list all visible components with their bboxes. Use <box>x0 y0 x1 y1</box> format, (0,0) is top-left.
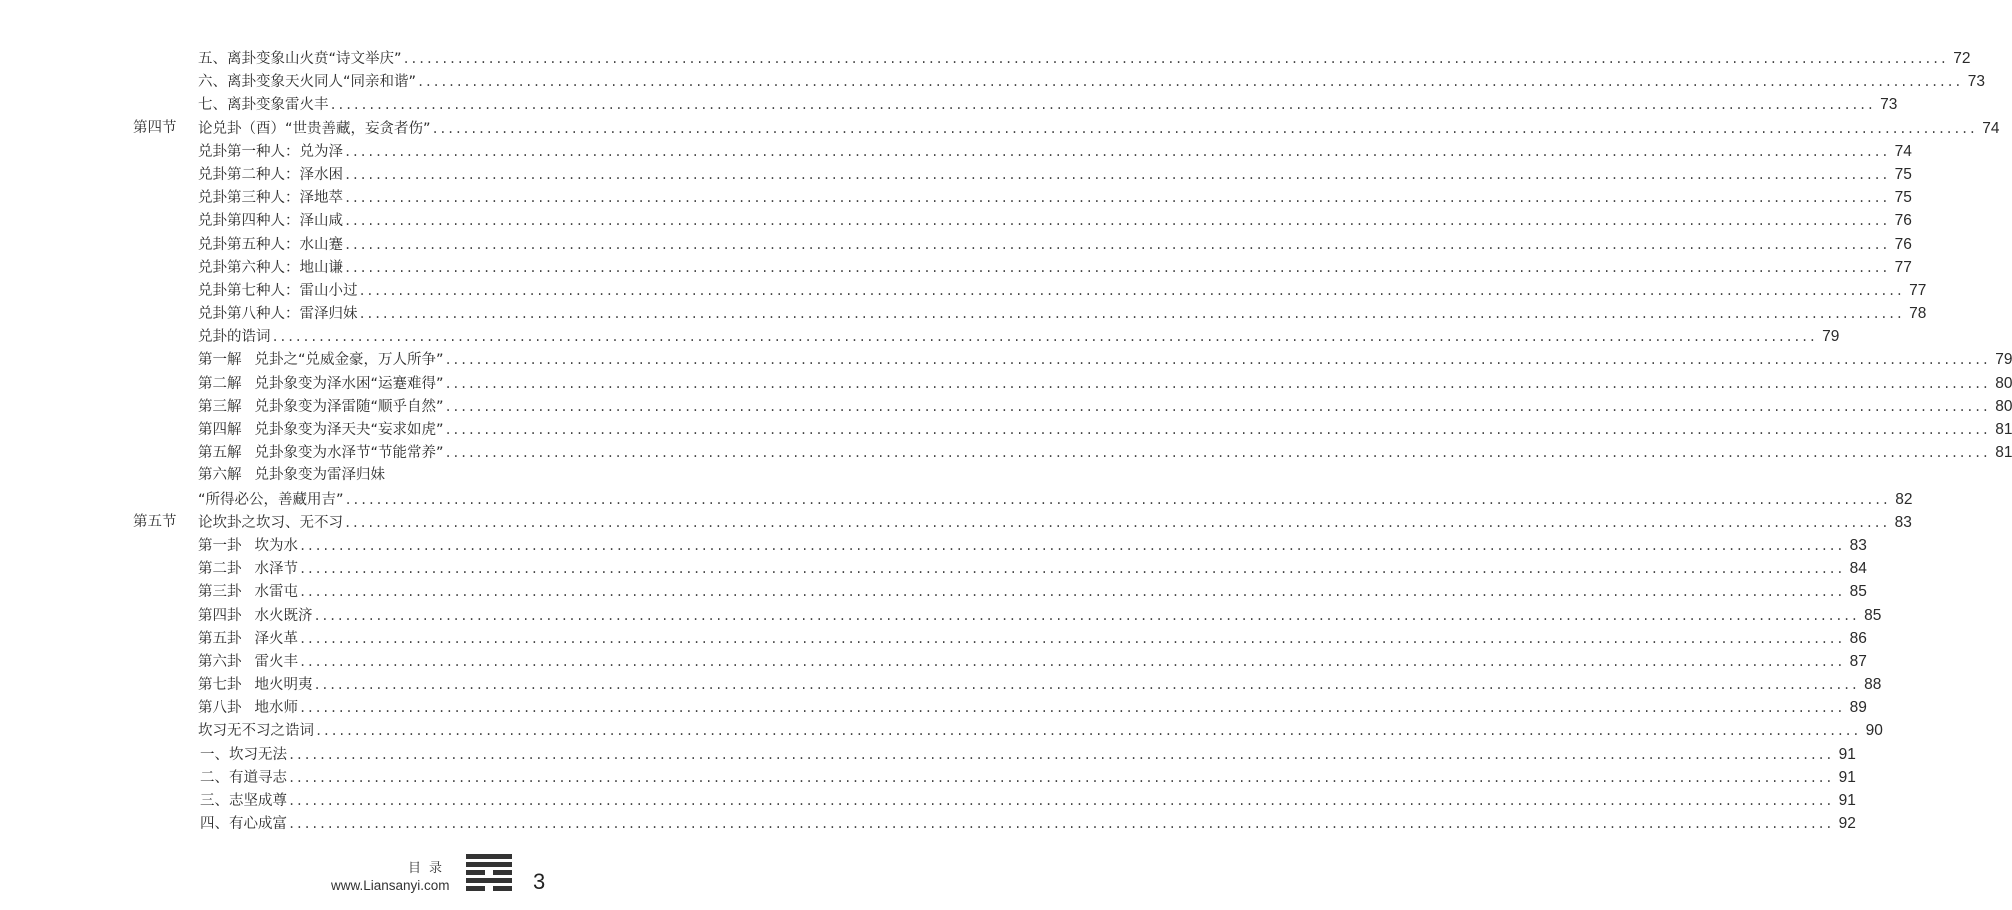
toc-page-number: 88 <box>1864 676 1882 694</box>
toc-entry-title: 四、有心成富 <box>200 816 287 833</box>
toc-row <box>0 812 1856 835</box>
toc-entry-prefix: 第三卦 <box>198 584 242 601</box>
toc-entry[interactable] <box>198 117 2000 141</box>
toc-row <box>0 325 1840 348</box>
toc-page-number: 86 <box>1849 629 1867 647</box>
footer-section-label: 目录 <box>408 861 451 876</box>
toc-entry-title: 坎为水 <box>254 537 298 554</box>
toc-row <box>0 47 1971 70</box>
toc-dot-leader: ........................................................................................................................................................................................................ <box>444 423 1990 437</box>
toc-page-number: 92 <box>1838 815 1856 833</box>
toc-page-number: 75 <box>1894 165 1912 183</box>
toc-row <box>0 233 1912 256</box>
toc-dot-leader: ........................................................................................................................................................................................................ <box>288 794 1833 808</box>
toc-entry[interactable] <box>198 186 1912 210</box>
toc-entry[interactable] <box>198 70 1985 94</box>
toc-row <box>0 372 2012 395</box>
toc-entry[interactable] <box>198 233 1912 257</box>
toc-entry[interactable] <box>198 302 1927 326</box>
toc-entry-title: 兑卦第七种人：雷山小过 <box>198 282 358 299</box>
toc-entry[interactable] <box>198 418 2012 442</box>
toc-entry-title: 兑卦第六种人：地山谦 <box>198 259 343 276</box>
toc-row <box>0 534 1867 557</box>
toc-page-number: 91 <box>1838 768 1856 786</box>
toc-page-number: 81 <box>1995 421 2012 438</box>
toc-page-number: 77 <box>1909 281 1927 299</box>
toc-dot-leader: ........................................................................................................................................................................................................ <box>288 770 1833 785</box>
toc-row <box>0 557 1867 580</box>
toc-entry-title: 水雷屯 <box>254 584 298 601</box>
toc-entry[interactable] <box>198 604 1882 628</box>
toc-page-number: 83 <box>1849 536 1867 554</box>
toc-entry[interactable] <box>198 488 1913 512</box>
toc-page-number: 89 <box>1849 699 1867 717</box>
toc-entry[interactable] <box>198 557 1867 581</box>
toc-section-label: 第五节 <box>133 513 177 530</box>
toc-entry-prefix: 第五卦 <box>198 630 242 647</box>
toc-page-number: 76 <box>1894 235 1912 253</box>
toc-entry-title: 兑卦第四种人：泽山咸 <box>198 213 343 230</box>
hexagram-icon <box>466 854 512 896</box>
toc-row <box>0 163 1912 186</box>
toc-entry[interactable] <box>198 673 1882 697</box>
toc-entry-prefix: 第八卦 <box>198 700 242 717</box>
toc-entry-prefix: 第一解 <box>198 352 242 369</box>
toc-entry-prefix: 第四解 <box>198 422 242 438</box>
toc-dot-leader: ........................................................................................................................................................................................................ <box>329 98 1875 113</box>
toc-dot-leader: ........................................................................................................................................................................................................ <box>313 608 1859 623</box>
toc-entry[interactable] <box>198 140 1912 164</box>
toc-entry-title: 兑卦象变为泽雷随“顺乎自然” <box>254 398 444 415</box>
toc-dot-leader: ........................................................................................................................................................................................................ <box>417 75 1962 90</box>
toc-entry-title: 六、离卦变象天火同人“同亲和谐” <box>198 74 417 91</box>
toc-dot-leader: ........................................................................................................................................................................................................ <box>358 307 1904 322</box>
toc-entry-title: 七、离卦变象雷火丰 <box>198 97 329 114</box>
toc-entry-prefix: 第一卦 <box>198 537 242 554</box>
toc-entry-title: “所得必公，善藏用吉” <box>198 491 344 508</box>
toc-row <box>0 604 1882 627</box>
toc-page-number: 74 <box>1894 142 1912 160</box>
toc-row <box>0 743 1856 766</box>
toc-entry-prefix: 第六卦 <box>198 653 242 670</box>
toc-row <box>0 209 1912 232</box>
toc-entry-title: 兑卦象变为泽水困“运蹇难得” <box>254 375 444 392</box>
toc-dot-leader: ........................................................................................................................................................................................................ <box>444 376 1990 391</box>
toc-entry-prefix: 第六解 <box>198 467 242 484</box>
toc-entry-title: 论兑卦（酉）“世贵善藏，妄贪者伤” <box>198 120 431 137</box>
toc-dot-leader: ........................................................................................................................................................................................................ <box>344 167 1889 182</box>
table-of-contents <box>0 47 2012 835</box>
toc-page-number: 84 <box>1849 560 1867 578</box>
toc-entry-title: 兑卦象变为泽天夬“妄求如虎” <box>254 422 444 438</box>
toc-row <box>0 117 2000 140</box>
toc-entry-title: 一、坎习无法 <box>200 746 287 763</box>
toc-row <box>0 140 1912 163</box>
toc-entry[interactable] <box>198 325 1840 349</box>
toc-section-label: 第四节 <box>133 119 177 136</box>
toc-entry[interactable] <box>198 627 1867 651</box>
toc-entry-title: 兑卦之“兑威金豪，万人所争” <box>254 352 444 369</box>
toc-entry[interactable] <box>198 464 540 487</box>
toc-dot-leader: ........................................................................................................................................................................................................ <box>271 330 1817 345</box>
toc-dot-leader: ........................................................................................................................................................................................................ <box>344 191 1889 206</box>
toc-row <box>0 627 1867 650</box>
toc-row <box>0 302 1927 325</box>
toc-entry[interactable] <box>198 650 1867 674</box>
toc-entry-title: 兑卦象变为水泽节“节能常养” <box>254 445 444 462</box>
toc-page-number: 75 <box>1894 189 1912 207</box>
toc-entry[interactable] <box>198 696 1867 720</box>
toc-dot-leader: ........................................................................................................................................................................................................ <box>299 585 1844 600</box>
toc-row <box>0 256 1912 279</box>
toc-entry-prefix: 第七卦 <box>198 677 242 694</box>
toc-row <box>0 650 1867 673</box>
toc-row <box>0 696 1867 719</box>
toc-entry-title: 兑卦第三种人：泽地萃 <box>198 190 343 207</box>
toc-dot-leader: ........................................................................................................................................................................................................ <box>344 144 1889 159</box>
toc-entry-title: 坎习无不习之诰词 <box>198 723 314 740</box>
toc-page-number: 85 <box>1849 583 1867 601</box>
toc-entry-prefix: 第五解 <box>198 445 242 462</box>
toc-dot-leader: ........................................................................................................................................................................................................ <box>344 492 1890 507</box>
toc-entry-title: 水泽节 <box>254 561 298 578</box>
toc-page-number: 72 <box>1953 50 1971 67</box>
toc-entry-title: 论坎卦之坎习、无不习 <box>198 514 343 531</box>
toc-row <box>0 673 1882 696</box>
toc-entry[interactable] <box>200 812 1856 836</box>
toc-entry-title: 泽火革 <box>254 630 298 647</box>
toc-dot-leader: ........................................................................................................................................................................................................ <box>444 353 1990 368</box>
toc-entry-prefix: 第三解 <box>198 398 242 415</box>
toc-page-number: 79 <box>1995 351 2012 369</box>
page-number: 3 <box>533 869 546 894</box>
toc-entry[interactable] <box>198 209 1912 233</box>
toc-dot-leader: ........................................................................................................................................................................................................ <box>444 446 1990 461</box>
toc-page-number: 77 <box>1894 258 1912 276</box>
toc-page-number: 73 <box>1967 73 1985 91</box>
toc-entry[interactable] <box>198 580 1867 604</box>
footer-website-url: www.Liansanyi.com <box>331 878 450 893</box>
toc-page-number: 78 <box>1909 305 1927 323</box>
toc-dot-leader: ........................................................................................................................................................................................................ <box>344 214 1889 229</box>
toc-entry[interactable] <box>198 47 1971 71</box>
toc-entry-title: 兑卦第五种人：水山蹇 <box>198 236 343 253</box>
toc-entry-prefix: 第二卦 <box>198 561 242 578</box>
toc-dot-leader: ........................................................................................................................................................................................................ <box>299 701 1844 716</box>
toc-row <box>0 395 2012 418</box>
toc-dot-leader: ........................................................................................................................................................................................................ <box>313 678 1859 693</box>
toc-page-number: 73 <box>1880 96 1898 114</box>
toc-dot-leader: ........................................................................................................................................................................................................ <box>344 515 1889 530</box>
toc-page-number: 81 <box>1995 444 2012 462</box>
toc-page-number: 85 <box>1864 606 1882 624</box>
toc-row <box>0 719 1883 742</box>
toc-page-number: 80 <box>1995 374 2012 392</box>
toc-entry-title: 五、离卦变象山火贲“诗文举庆” <box>198 51 402 67</box>
toc-entry-title: 二、有道寻志 <box>200 769 287 786</box>
toc-row <box>0 580 1867 603</box>
toc-entry[interactable] <box>198 163 1912 187</box>
toc-page-number: 82 <box>1895 490 1913 508</box>
toc-row <box>0 70 1985 93</box>
toc-row <box>0 348 2012 371</box>
toc-page-number: 74 <box>1982 119 2000 137</box>
toc-dot-leader: ........................................................................................................................................................................................................ <box>358 283 1904 298</box>
toc-page-number: 91 <box>1838 792 1856 809</box>
toc-row <box>0 511 1912 534</box>
toc-dot-leader: ........................................................................................................................................................................................................ <box>344 237 1889 252</box>
toc-entry-title: 兑卦的诰词 <box>198 329 271 346</box>
toc-row <box>0 418 2012 441</box>
toc-row <box>0 186 1912 209</box>
toc-page-number: 76 <box>1894 212 1912 230</box>
toc-entry[interactable] <box>198 441 2012 465</box>
toc-page-number: 83 <box>1894 513 1912 531</box>
toc-page-number: 79 <box>1822 328 1840 346</box>
toc-dot-leader: ........................................................................................................................................................................................................ <box>299 538 1844 553</box>
toc-dot-leader: ........................................................................................................................................................................................................ <box>288 747 1833 762</box>
toc-entry-title: 兑卦第一种人：兑为泽 <box>198 143 343 160</box>
toc-dot-leader: ........................................................................................................................................................................................................ <box>344 260 1889 275</box>
toc-entry[interactable] <box>198 719 1883 743</box>
toc-dot-leader: ........................................................................................................................................................................................................ <box>299 631 1844 646</box>
toc-entry[interactable] <box>200 743 1856 767</box>
toc-entry[interactable] <box>198 93 1898 117</box>
toc-entry[interactable] <box>198 348 2012 372</box>
toc-entry-title: 地水师 <box>254 700 298 717</box>
toc-dot-leader: ........................................................................................................................................................................................................ <box>444 399 1990 414</box>
toc-row <box>0 789 1856 812</box>
toc-dot-leader: ........................................................................................................................................................................................................ <box>299 654 1844 669</box>
toc-page-number: 80 <box>1995 397 2012 415</box>
toc-page-number: 91 <box>1838 745 1856 763</box>
toc-entry[interactable] <box>198 534 1867 558</box>
toc-entry-title: 三、志坚成尊 <box>200 793 287 809</box>
toc-dot-leader: ........................................................................................................................................................................................................ <box>402 52 1948 66</box>
toc-row <box>0 441 2012 464</box>
toc-entry[interactable] <box>198 256 1912 280</box>
toc-dot-leader: ........................................................................................................................................................................................................ <box>299 562 1844 577</box>
toc-page-number: 87 <box>1849 652 1867 670</box>
toc-dot-leader: ........................................................................................................................................................................................................ <box>315 724 1860 739</box>
toc-entry-title: 地火明夷 <box>254 677 313 694</box>
toc-entry[interactable] <box>200 766 1856 790</box>
toc-dot-leader: ........................................................................................................................................................................................................ <box>288 817 1833 832</box>
toc-row <box>0 766 1856 789</box>
toc-dot-leader: ........................................................................................................................................................................................................ <box>431 121 1977 136</box>
toc-entry[interactable] <box>198 395 2012 419</box>
toc-entry-title: 兑卦第二种人：泽水困 <box>198 166 343 183</box>
toc-entry-title: 水火既济 <box>254 607 313 624</box>
toc-entry-prefix: 第二解 <box>198 375 242 392</box>
toc-page-number: 90 <box>1865 722 1883 740</box>
toc-entry[interactable] <box>198 511 1912 535</box>
toc-entry-title: 兑卦第八种人：雷泽归妹 <box>198 306 358 323</box>
toc-entry-prefix: 第四卦 <box>198 607 242 624</box>
toc-entry[interactable] <box>198 279 1927 303</box>
toc-row <box>0 488 1913 511</box>
toc-row <box>0 279 1927 302</box>
toc-row <box>0 464 584 487</box>
toc-row <box>0 93 1898 116</box>
toc-entry[interactable] <box>198 372 2012 396</box>
toc-entry-title: 兑卦象变为雷泽归妹 <box>254 467 385 484</box>
toc-entry-title: 雷火丰 <box>254 653 298 670</box>
toc-entry[interactable] <box>200 789 1856 813</box>
